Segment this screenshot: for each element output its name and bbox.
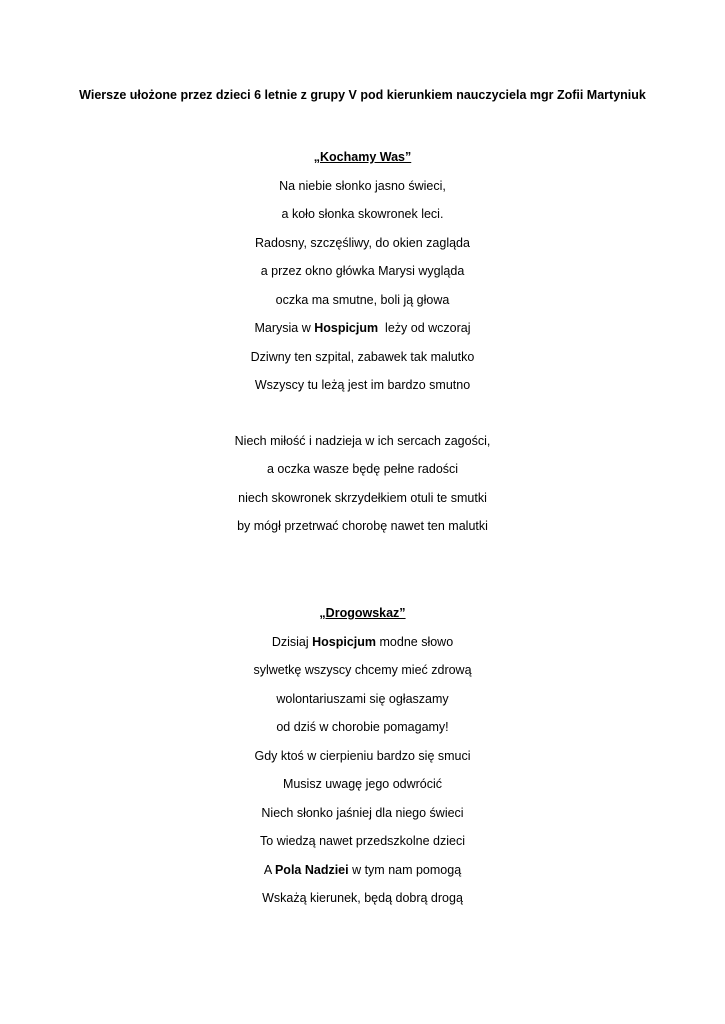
poem-line: To wiedzą nawet przedszkolne dzieci <box>260 834 465 848</box>
poem-line: a oczka wasze będę pełne radości <box>266 462 459 476</box>
line-text: Dzisiaj <box>271 634 313 649</box>
line-text: Marysia w <box>254 321 315 335</box>
line-text: A <box>263 862 275 877</box>
poem-line: Niech miłość i nadzieja w ich sercach zagości, <box>234 433 491 448</box>
poem-drogowskaz <box>0 604 725 918</box>
poem-line <box>0 861 725 890</box>
poem-line: Gdy ktoś w cierpieniu bardzo się smuci <box>254 748 471 763</box>
poem-line: Musisz uwagę jego odwrócić <box>282 777 443 791</box>
poem-line: a przez okno główka Marysi wygląda <box>260 264 465 278</box>
bold-phrase-pola-nadziei: Pola Nadziei <box>274 862 349 877</box>
poem-line: by mógł przetrwać chorobę nawet ten malutki <box>237 519 488 533</box>
poem-line: Wszyscy tu leżą jest im bardzo smutno <box>254 378 471 392</box>
poem-line <box>0 319 725 348</box>
bold-word-hospicjum: Hospicjum <box>312 634 377 649</box>
poem-line: Na niebie słonko jasno świeci, <box>279 178 446 193</box>
poem-line: od dziś w chorobie pomagamy! <box>276 720 449 734</box>
poem-title: „Kochamy Was” <box>313 150 412 164</box>
stanza-gap <box>0 405 725 432</box>
line-text: w tym nam pomogą <box>348 862 462 877</box>
poem-line: a koło słonka skowronek leci. <box>281 207 444 221</box>
poem-line: sylwetkę wszyscy chcemy mieć zdrową <box>253 663 472 677</box>
poem-line: wolontariuszami się ogłaszamy <box>276 691 449 706</box>
document-heading: Wiersze ułożone przez dzieci 6 letnie z grupy V pod kierunkiem nauczyciela mgr Zofii Martyniuk <box>79 88 646 102</box>
poem-line: Niech słonko jaśniej dla niego świeci <box>261 805 464 820</box>
poem-line <box>0 633 725 662</box>
poem-line: Radosny, szczęśliwy, do okien zagląda <box>255 235 470 250</box>
poem-line: oczka ma smutne, boli ją głowa <box>275 292 450 307</box>
poem-line: Dziwny ten szpital, zabawek tak malutko <box>250 349 475 364</box>
line-text: leży od wczoraj <box>378 321 471 335</box>
poem-kochamy-was <box>0 148 725 546</box>
poem-line: Wskażą kierunek, będą dobrą drogą <box>262 891 463 905</box>
poem-line: niech skowronek skrzydełkiem otuli te smutki <box>238 490 487 505</box>
poem-title: „Drogowskaz” <box>319 606 406 620</box>
bold-word-hospicjum: Hospicjum <box>314 321 379 335</box>
line-text: modne słowo <box>376 634 454 649</box>
